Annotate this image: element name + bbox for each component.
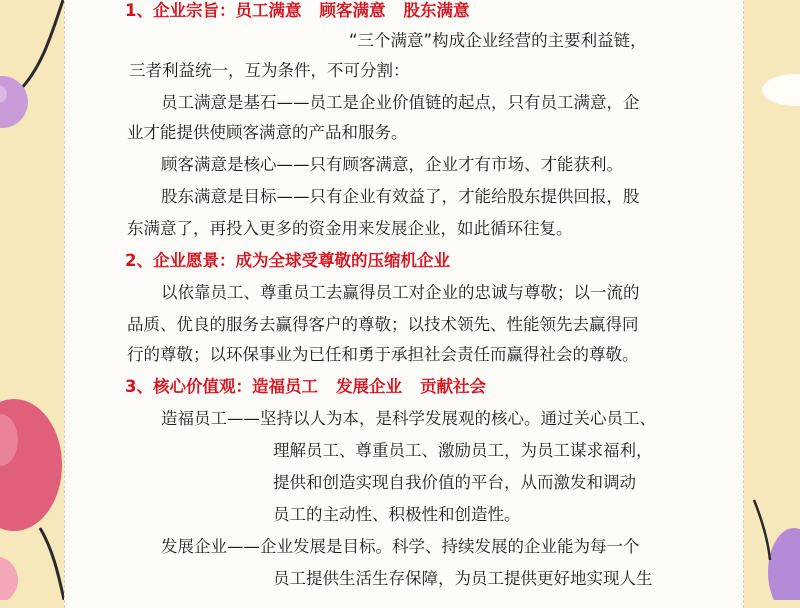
section-2-heading <box>125 250 450 272</box>
paragraph-line: 员工的主动性、积极性和创造性。 <box>273 505 521 524</box>
paragraph-line: 造福员工——坚持以人为本，是科学发展观的核心。通过关心员工、 <box>161 409 656 428</box>
paragraph-line: 品质、优良的服务去赢得客户的尊敬；以技术领先、性能领先去赢得同 <box>127 315 639 334</box>
heading-item: 发展企业 <box>335 377 402 396</box>
heading-item: 贡献社会 <box>419 377 486 396</box>
paragraph-line: 理解员工、尊重员工、激励员工，为员工谋求福利， <box>273 441 653 460</box>
paragraph-line: 员工提供生活生存保障，为员工提供更好地实现人生 <box>273 569 653 588</box>
paragraph-line: 提供和创造实现自我价值的平台，从而激发和调动 <box>273 473 636 492</box>
paragraph-line: “三个满意”构成企业经营的主要利益链， <box>349 31 647 50</box>
right-balloon-decoration <box>744 0 800 600</box>
paragraph-line: 发展企业——企业发展是目标。科学、持续发展的企业能为每一个 <box>161 537 640 556</box>
section-3-heading-prefix: 3、核心价值观： <box>125 377 252 396</box>
left-balloon-decoration <box>0 0 66 600</box>
paragraph-line: 三者利益统一，互为条件，不可分割： <box>129 61 410 80</box>
section-3-heading <box>125 376 486 398</box>
heading-item: 成为全球受尊敬的压缩机企业 <box>235 251 450 270</box>
balloon-purple-right <box>768 528 800 600</box>
paragraph-line: 员工满意是基石——员工是企业价值链的起点，只有员工满意，企 <box>161 93 640 112</box>
heading-item: 股东满意 <box>403 1 470 20</box>
heading-item: 员工满意 <box>235 1 302 20</box>
balloon-string <box>18 0 63 92</box>
balloon-pink <box>0 556 18 600</box>
paragraph-line: 以依靠员工、尊重员工去赢得员工对企业的忠诚与尊敬；以一流的 <box>161 283 640 302</box>
paragraph-line: 顾客满意是核心——只有顾客满意，企业才有市场、才能获利。 <box>161 155 623 174</box>
balloon-right-string <box>754 500 770 560</box>
paragraph-line: 行的尊敬；以环保事业为已任和勇于承担社会责任而赢得社会的尊敬。 <box>127 345 639 364</box>
heading-item: 造福员工 <box>251 377 318 396</box>
section-1-heading-prefix: 1、企业宗旨： <box>125 1 236 20</box>
cloud-shape <box>762 74 800 106</box>
section-1-heading <box>125 0 469 22</box>
paragraph-line: 股东满意是目标——只有企业有效益了，才能给股东提供回报，股 <box>161 187 640 206</box>
heading-item: 顾客满意 <box>319 1 386 20</box>
paragraph-line: 业才能提供使顾客满意的产品和服务。 <box>127 123 408 142</box>
document-page <box>64 0 744 608</box>
balloon-red-string <box>40 528 64 600</box>
paragraph-line: 东满意了，再投入更多的资金用来发展企业，如此循环往复。 <box>127 219 573 238</box>
section-2-heading-prefix: 2、企业愿景： <box>125 251 236 270</box>
